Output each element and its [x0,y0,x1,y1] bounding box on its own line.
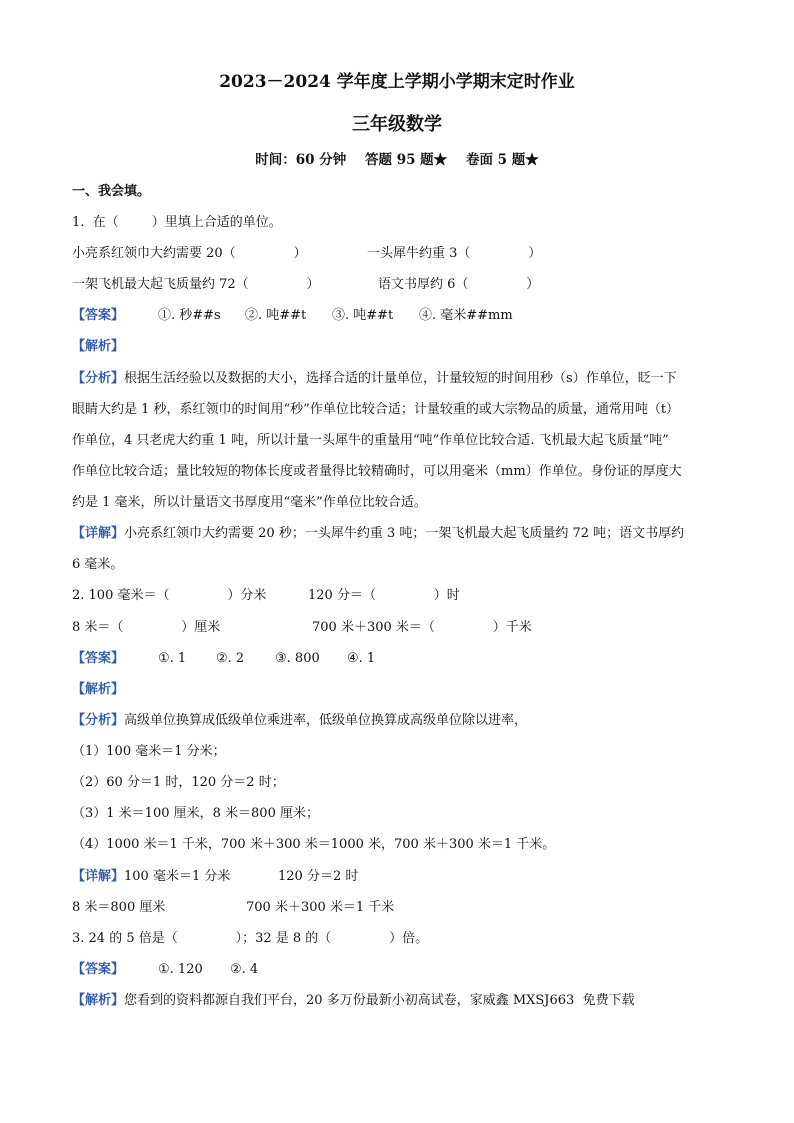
q2-detail-line: 【详解】100 毫米＝1 分米 [72,869,231,884]
q1-detail-line: 6 毫米。 [72,557,124,572]
q2-row2-right: 700 米＋300 米＝（ ）千米 [312,620,532,635]
q2-analysis-line: 【分析】高级单位换算成低级单位乘进率，低级单位换算成高级单位除以进率， [72,713,528,728]
q1-detail-tag: 【详解】 [72,526,125,541]
q2-analysis-tag: 【分析】 [72,713,125,728]
q3-jiexi-tag: 【解析】 [72,993,125,1008]
q1-answer-tag: 【答案】 [72,308,125,323]
q1-stem: 1. 在（ ）里填上合适的单位。 [72,215,282,230]
exam-meta: 时间：60 分钟 答题 95 题★ 卷面 5 题★ [255,152,539,168]
q2-step: （3）1 米＝100 厘米，8 米＝800 厘米； [72,806,319,821]
q1-row1-left: 小亮系红领巾大约需要 20（ ） [72,246,307,261]
q1-answer-3: ③. 吨##t [332,308,394,323]
q1-jiexi-tag: 【解析】 [72,339,125,354]
q2-step: （1）100 毫米＝1 分米； [72,744,226,759]
q2-detail-tag: 【详解】 [72,869,125,884]
q1-detail-line: 【详解】小亮系红领巾大约需要 20 秒；一头犀牛约重 3 吨；一架飞机最大起飞质量约 72 吨；语文书厚约 [72,526,685,541]
q1-row2-left: 一架飞机最大起飞质量约 72（ ） [72,277,320,292]
section-heading: 一、我会填。 [72,184,151,199]
q3-answer-2: ②. 4 [230,962,259,977]
q3-answer-1: ①. 120 [158,962,203,977]
q1-analysis-line: 作单位比较合适；量比较短的物体长度或者量得比较精确时，可以用毫米（mm）作单位。身份证的厚度大 [72,464,682,479]
q1-analysis-line: 作单位，4 只老虎大约重 1 吨，所以计量一头犀牛的重量用“吨”作单位比较合适. 飞机最大起飞质量“吨” [72,433,669,448]
q1-answer-1: ①. 秒##s [158,308,221,323]
q2-answer-4: ④. 1 [347,651,376,666]
document-subtitle: 三年级数学 [352,114,442,135]
q2-step: （2）60 分＝1 时，120 分＝2 时； [72,775,285,790]
q1-row1-right: 一头犀牛约重 3（ ） [367,246,542,261]
q2-answer-1: ①. 1 [158,651,187,666]
q3-stem: 3. 24 的 5 倍是（ ）；32 是 8 的（ ）倍。 [72,931,429,946]
q3-jiexi-line: 【解析】您看到的资料都源自我们平台，20 多万份最新小初高试卷，家威鑫 MXSJ663 免费下载 [72,993,635,1008]
q1-answer-4: ④. 毫米##mm [419,308,513,323]
q2-row2-left: 8 米＝（ ）厘米 [72,620,221,635]
q2-row1-right: 120 分＝（ ）时 [308,588,460,603]
q2-answer-2: ②. 2 [216,651,245,666]
q2-detail2-left: 8 米＝800 厘米 [72,900,166,915]
document-title: 2023－2024 学年度上学期小学期末定时作业 [219,72,575,92]
q1-analysis-line: 约是 1 毫米，所以计量语文书厚度用“毫米”作单位比较合适。 [72,495,427,510]
q1-analysis-line: 眼睛大约是 1 秒，系红领巾的时间用“秒”作单位比较合适；计量较重的或大宗物品的质量，通常用吨（t） [72,402,680,417]
q2-jiexi-tag: 【解析】 [72,682,125,697]
q3-answer-tag: 【答案】 [72,962,125,977]
q1-analysis-tag: 【分析】 [72,371,125,386]
q2-detail2-right: 700 米＋300 米＝1 千米 [246,900,395,915]
q2-answer-3: ③. 800 [275,651,320,666]
q1-analysis-line: 【分析】根据生活经验以及数据的大小，选择合适的计量单位，计量较短的时间用秒（s）作单位，眨一下 [72,371,677,386]
q2-row1-left: 2. 100 毫米＝（ ）分米 [72,588,267,603]
q1-row2-right: 语文书厚约 6（ ） [378,277,540,292]
q2-answer-tag: 【答案】 [72,651,125,666]
q2-step: （4）1000 米＝1 千米，700 米＋300 米＝1000 米，700 米＋300 米＝1 千米。 [72,837,556,852]
q2-detail-right: 120 分＝2 时 [278,869,359,884]
q1-answer-2: ②. 吨##t [245,308,307,323]
